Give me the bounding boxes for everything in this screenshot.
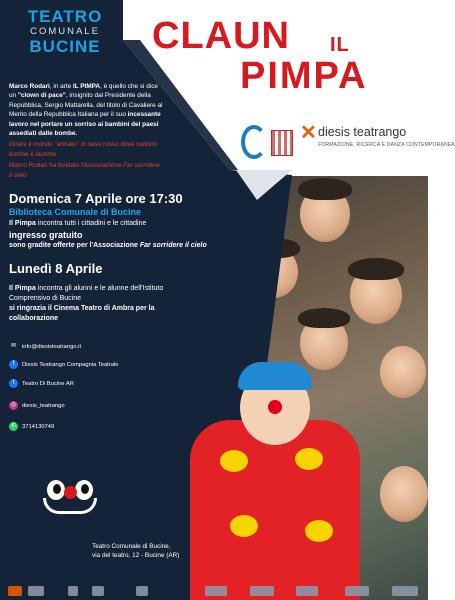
intro-fragment: , è quello che si dice un xyxy=(9,83,158,100)
clown-pupil-left xyxy=(53,484,61,494)
facebook1-text: Diesis Teatrango Compagnia Teatrale xyxy=(22,362,119,369)
sponsor-logo-icon xyxy=(205,586,227,596)
event2-il-pimpa: Il Pimpa xyxy=(9,285,36,292)
event2-date: Lunedì 8 Aprile xyxy=(9,261,103,276)
comune-crest-icon xyxy=(271,130,293,156)
event2-desc-rest: incontra gli alunni e le alunne dell'Istituto Comprensivo di Bucine xyxy=(9,285,164,302)
sponsor-logo-icon xyxy=(392,586,418,596)
diesis-mark-icon: ✕ xyxy=(300,122,317,144)
contact-whatsapp[interactable] xyxy=(9,422,54,431)
intro-paragraph-2: Girare il mondo "armato" di naso rosso dove cadono bombe e lacrime. xyxy=(9,141,158,158)
logo-line-3: BUCINE xyxy=(29,37,101,56)
name-marco-rodari: Marco Rodari xyxy=(9,83,50,90)
sponsor-logo-icon xyxy=(296,586,318,596)
event1-line xyxy=(9,220,146,227)
contact-facebook-2[interactable] xyxy=(9,379,74,388)
clown-logo-mouth xyxy=(43,498,97,514)
contact-instagram[interactable] xyxy=(9,401,65,410)
contact-facebook-1[interactable] xyxy=(9,360,118,369)
clown-face-logo xyxy=(35,470,105,520)
sponsor-logo-icon xyxy=(8,586,22,596)
email-text: info@diesisteatrango.it xyxy=(22,344,82,351)
event2-thanks: si ringrazia il Cinema Teatro di Ambra per la collaborazione xyxy=(9,305,155,322)
event1-place: Biblioteca Comunale di Bucine xyxy=(9,207,142,217)
venue-line-2: via del teatro, 12 - Bucine (AR) xyxy=(92,552,180,559)
contact-email[interactable] xyxy=(9,342,81,351)
instagram-icon: ◎ xyxy=(10,402,17,408)
clown-pupil-right xyxy=(81,484,89,494)
intro-fragment: , in arte xyxy=(49,83,73,90)
sponsor-logo-strip xyxy=(0,583,428,600)
title-il: IL xyxy=(330,34,350,56)
logo-line-2: COMUNALE xyxy=(30,26,100,37)
venue-address xyxy=(92,542,179,560)
event1-date: Domenica 7 Aprile ore 17:30 xyxy=(9,191,183,206)
offers-association: Far sorridere il cielo xyxy=(139,242,207,249)
logo-line-1: TEATRO xyxy=(27,7,103,26)
clown-hat xyxy=(238,362,312,390)
whatsapp-text: 3714130749 xyxy=(22,424,55,431)
sponsor-logo-icon xyxy=(68,586,78,596)
clown-nose xyxy=(268,400,282,414)
event2-description xyxy=(9,284,179,324)
intro-paragraph-1 xyxy=(9,82,164,138)
facebook-icon: f xyxy=(9,360,18,369)
instagram-text: diesis_teatrango xyxy=(22,403,65,410)
offers-text: sono gradite offerte per l'Associazione xyxy=(9,242,140,249)
sponsor-logo-icon xyxy=(250,586,274,596)
mail-icon: ✉ xyxy=(10,343,17,349)
intro-text xyxy=(9,82,164,182)
clown-di-pace: "clown di pace" xyxy=(17,92,66,100)
name-il-pimpa: IL PIMPA xyxy=(72,83,101,90)
intro-fragment: Marco Rodari ha fondato l'Associazione xyxy=(9,162,124,170)
facebook2-text: Teatro Di Bucine AR xyxy=(22,381,74,388)
facebook-icon: f xyxy=(9,379,18,388)
event1-offers xyxy=(9,242,207,249)
event1-free-entry: ingresso gratuito xyxy=(9,230,83,240)
sponsor-logo-icon xyxy=(28,586,44,596)
teatro-comunale-logo xyxy=(10,8,120,56)
sponsor-logo-icon xyxy=(345,586,369,596)
event1-line-rest: incontra tutti i cittadini e le cittadine xyxy=(35,220,147,227)
venue-line-1: Teatro Comunale di Bucine, xyxy=(92,543,171,550)
intro-paragraph-3 xyxy=(9,161,164,180)
sponsor-logo-icon xyxy=(136,586,148,596)
title-claun: CLAUN xyxy=(152,15,290,57)
intro-highlight: incessante lavoro nel portare un sorriso ai bambini dei paesi assediati dalle bombe. xyxy=(9,111,161,138)
whatsapp-icon: ✆ xyxy=(10,423,17,429)
diesis-subtitle: FORMAZIONE, RICERCA E DANZA CONTEMPORANEA xyxy=(318,142,455,148)
title-pimpa: PIMPA xyxy=(240,55,368,97)
comune-c-logo xyxy=(241,125,267,159)
event1-il-pimpa: Il Pimpa xyxy=(9,220,36,227)
diesis-name: diesis teatrango xyxy=(318,125,407,139)
intro-fragment: , insignito dal Presidente della Repubblica, Sergio Mattarella, del titolo di Cavaliere al Merito della Repubblica Italiana per il suo xyxy=(9,92,163,119)
association-name: Far sorridere il cielo xyxy=(9,162,160,179)
clown-shirt xyxy=(190,420,360,600)
sponsor-logo-icon xyxy=(92,586,104,596)
